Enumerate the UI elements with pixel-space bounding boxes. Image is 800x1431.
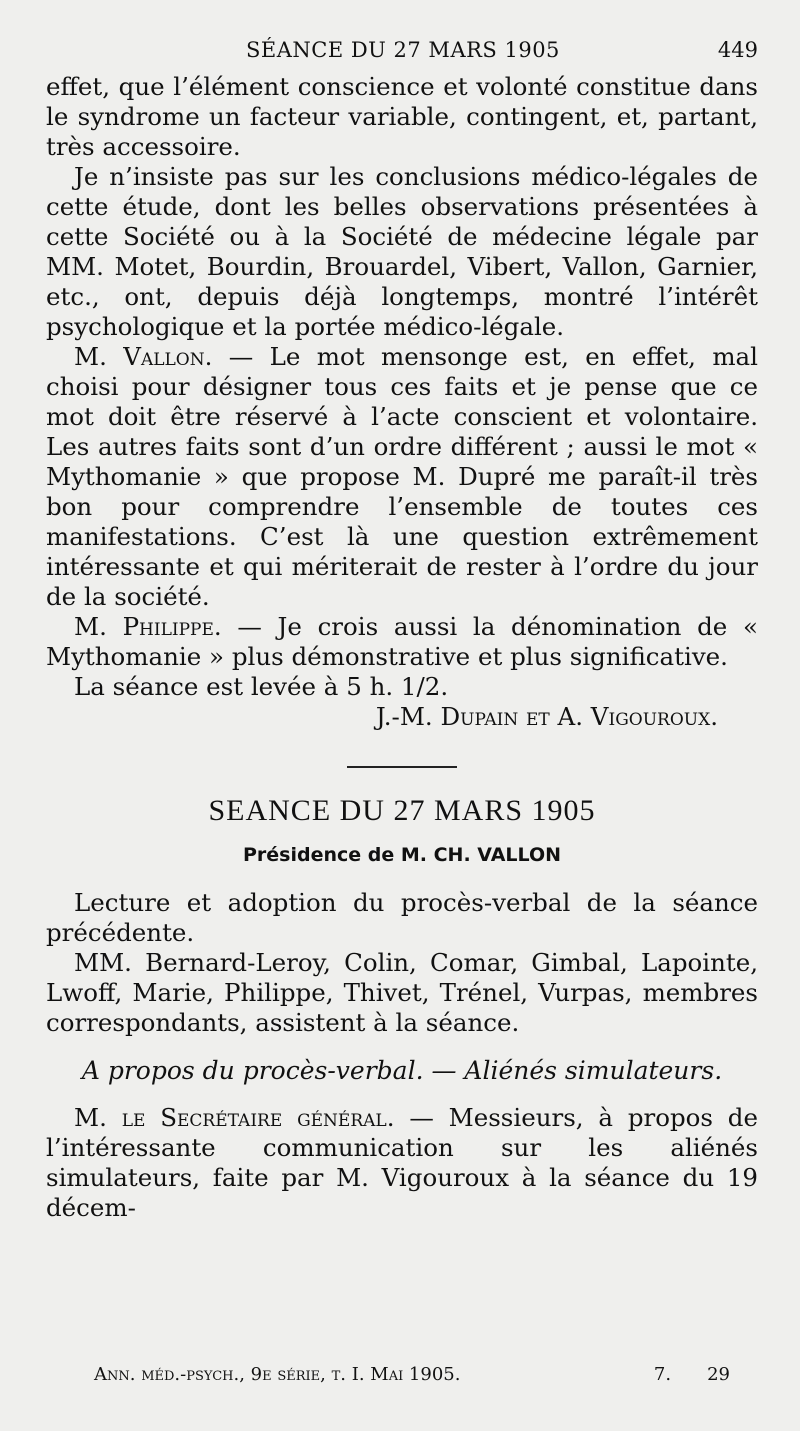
speaker-secretary: M. le Secrétaire général.: [74, 1103, 395, 1132]
running-head-title: SÉANCE DU 27 MARS 1905: [246, 38, 560, 62]
section-title: SEANCE DU 27 MARS 1905: [208, 794, 596, 827]
paragraph-philippe: [46, 612, 758, 672]
paragraph-conclusions: Je n’insiste pas sur les conclusions médico-légales de cette étude, dont les belles observations présentées à cette Société ou à la Société de médecine légale par MM. Motet, Bourdin, Brouardel, Vibert, Vallon, Garnier, etc., ont, depuis déjà longtemps, montré l’intérêt psychologique et la portée médico-légale.: [46, 162, 758, 341]
paragraph-attendees: MM. Bernard-Leroy, Colin, Comar, Gimbal, Lapointe, Lwoff, Marie, Philippe, Thivet, Trénel, Vurpas, membres correspondants, assistent à la séance.: [46, 948, 758, 1037]
presidency-line: Présidence de M. CH. VALLON: [242, 844, 561, 866]
speaker-vallon: M. Vallon.: [74, 342, 213, 371]
page-number: 449: [717, 38, 758, 62]
paragraph-vallon: [46, 342, 758, 612]
paragraph-secretary: [46, 1103, 758, 1223]
page-footer: [94, 1364, 730, 1385]
footer-signatures: [654, 1364, 730, 1385]
speaker-philippe: M. Philippe.: [74, 612, 222, 641]
footer-sheet-number: 29: [707, 1364, 730, 1385]
paragraph-lecture: Lecture et adoption du procès-verbal de la séance précédente.: [46, 888, 758, 947]
running-head: [46, 38, 758, 62]
footer-journal: Ann. méd.-psych., 9e série, t. I. Mai 1905.: [94, 1364, 461, 1385]
vallon-text: — Le mot mensonge est, en effet, mal choisi pour désigner tous ces faits et je pense que ce mot doit être réservé à l’acte conscient et volontaire. Les autres faits sont d’un ordre différent ; aussi le mot « Mythomanie » que propose M. Dupré me paraît-il très bon pour comprendre l’ensemble de toutes ces manifestations. C’est là une question extrêmement intéressante et qui mériterait de rester à l’ordre du jour de la société.: [46, 342, 759, 611]
signature: J.-M. Dupain et A. Vigouroux.: [375, 702, 718, 731]
paragraph-continued: effet, que l’élément conscience et volonté constitue dans le syndrome un facteur variable, contingent, et, partant, très accessoire.: [46, 72, 758, 161]
philippe-text: — Je crois aussi la dénomination de « Mythomanie » plus démonstrative et plus significative.: [46, 612, 758, 671]
footer-signature-mark: 7.: [653, 1364, 672, 1385]
secretary-text: — Messieurs, à propos de l’intéressante communication sur les aliénés simulateurs, faite par M. Vigouroux à la séance du 19 décem-: [46, 1103, 758, 1222]
subsection-title: A propos du procès-verbal. — Aliénés simulateurs.: [81, 1056, 723, 1085]
section-divider: [347, 766, 457, 768]
closing-line: La séance est levée à 5 h. 1/2.: [74, 672, 449, 701]
